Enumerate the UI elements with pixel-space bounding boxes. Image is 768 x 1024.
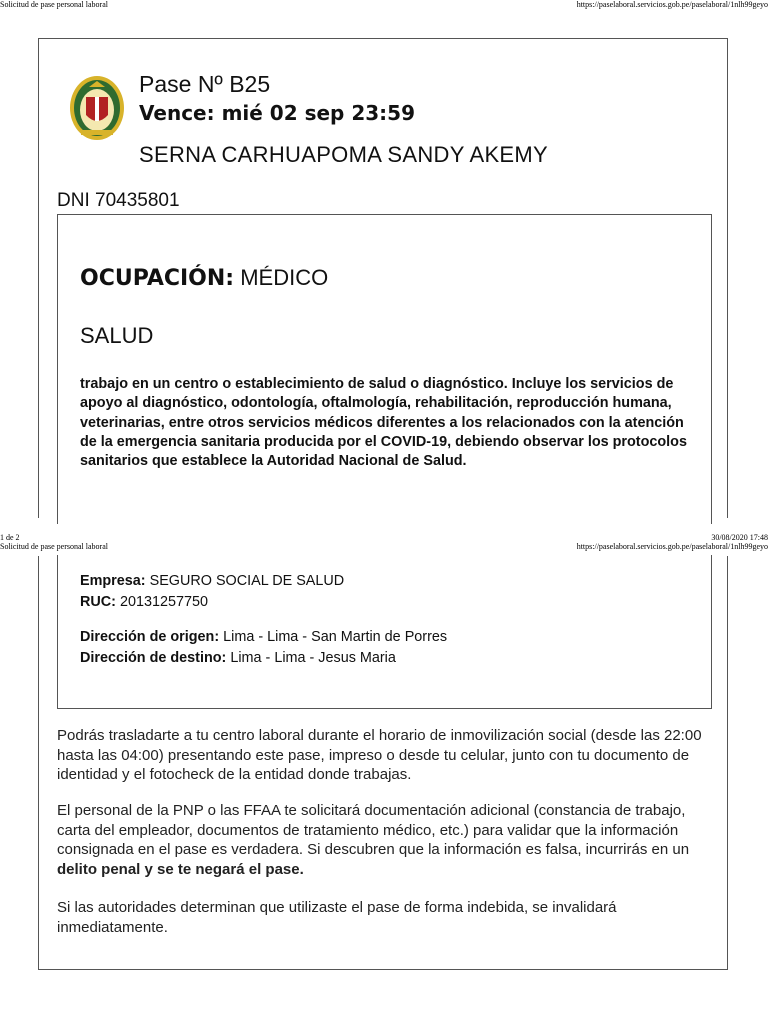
police-seal-logo [69, 75, 125, 141]
occupation-value: MÉDICO [240, 265, 329, 290]
holder-name: SERNA CARHUAPOMA SANDY AKEMY [139, 142, 548, 167]
print-header-title-page2: Solicitud de pase personal laboral [0, 542, 108, 551]
destination-field [80, 650, 396, 666]
pass-number: Pase Nº B25 [139, 71, 271, 97]
ruc-label: RUC: [80, 594, 116, 610]
print-header-title: Solicitud de pase personal laboral [0, 0, 108, 9]
occupation-line [80, 265, 328, 291]
print-header-url: https://paselaboral.servicios.gob.pe/paselaboral/1nlh99geyo [576, 0, 768, 9]
origin-label: Dirección de origen: [80, 629, 220, 645]
notice-paragraph-3: Si las autoridades determinan que utilizaste el pase de forma indebida, se invalidará inmediatamente. [57, 899, 617, 936]
notice-paragraph-1: Podrás trasladarte a tu centro laboral durante el horario de inmovilización social (desde las 22:00 hasta las 04:00) presentando este pase, impreso o desde tu celular, junto con tu documento de identidad y el fotocheck de la entidad donde trabajas. [57, 727, 702, 784]
employer-value: SEGURO SOCIAL DE SALUD [149, 573, 345, 589]
print-header-url-page2: https://paselaboral.servicios.gob.pe/paselaboral/1nlh99geyo [576, 542, 768, 551]
expiry-date: Vence: mié 02 sep 23:59 [139, 101, 415, 125]
notice-paragraph-2 [57, 801, 717, 879]
origin-value: Lima - Lima - San Martin de Porres [223, 629, 448, 645]
print-footer-datetime: 30/08/2020 17:48 [711, 533, 768, 542]
employer-field [80, 573, 344, 589]
occupation-box [57, 214, 712, 524]
print-footer-page: 1 de 2 [0, 533, 20, 542]
holder-dni: DNI 70435801 [57, 190, 180, 211]
occupation-description: trabajo en un centro o establecimiento de salud o diagnóstico. Incluye los servicios de apoyo al diagnóstico, odontología, oftalmología, rehabilitación, reproducción humana, veterinarias, entre otros servicios médicos diferentes a los relacionados con la atención de la emergencia sanitaria producida por el COVID-19, debiendo observar los protocolos sanitarios que establece la Autoridad Nacional de Salud. [80, 376, 687, 470]
notice-paragraph-2-text: El personal de la PNP o las FFAA te solicitará documentación adicional (constancia de trabajo, carta del empleador, documentos de tratamiento médico, etc.) para validar que la información consignada en el pase es verdadera. Si descubren que la información es falsa, incurrirás en un [57, 802, 690, 859]
notice-paragraph-2-bold: delito penal y se te negará el pase. [57, 860, 304, 878]
pass-card-page2 [38, 556, 728, 970]
ruc-field [80, 594, 208, 610]
ruc-value: 20131257750 [119, 594, 209, 610]
sector-name: SALUD [80, 323, 154, 348]
occupation-label: OCUPACIÓN: [80, 266, 235, 291]
destination-label: Dirección de destino: [80, 650, 227, 666]
pass-card-page1 [38, 38, 728, 518]
origin-field [80, 629, 447, 645]
employer-label: Empresa: [80, 573, 146, 589]
destination-value: Lima - Lima - Jesus Maria [230, 650, 396, 666]
employer-box [57, 555, 712, 709]
